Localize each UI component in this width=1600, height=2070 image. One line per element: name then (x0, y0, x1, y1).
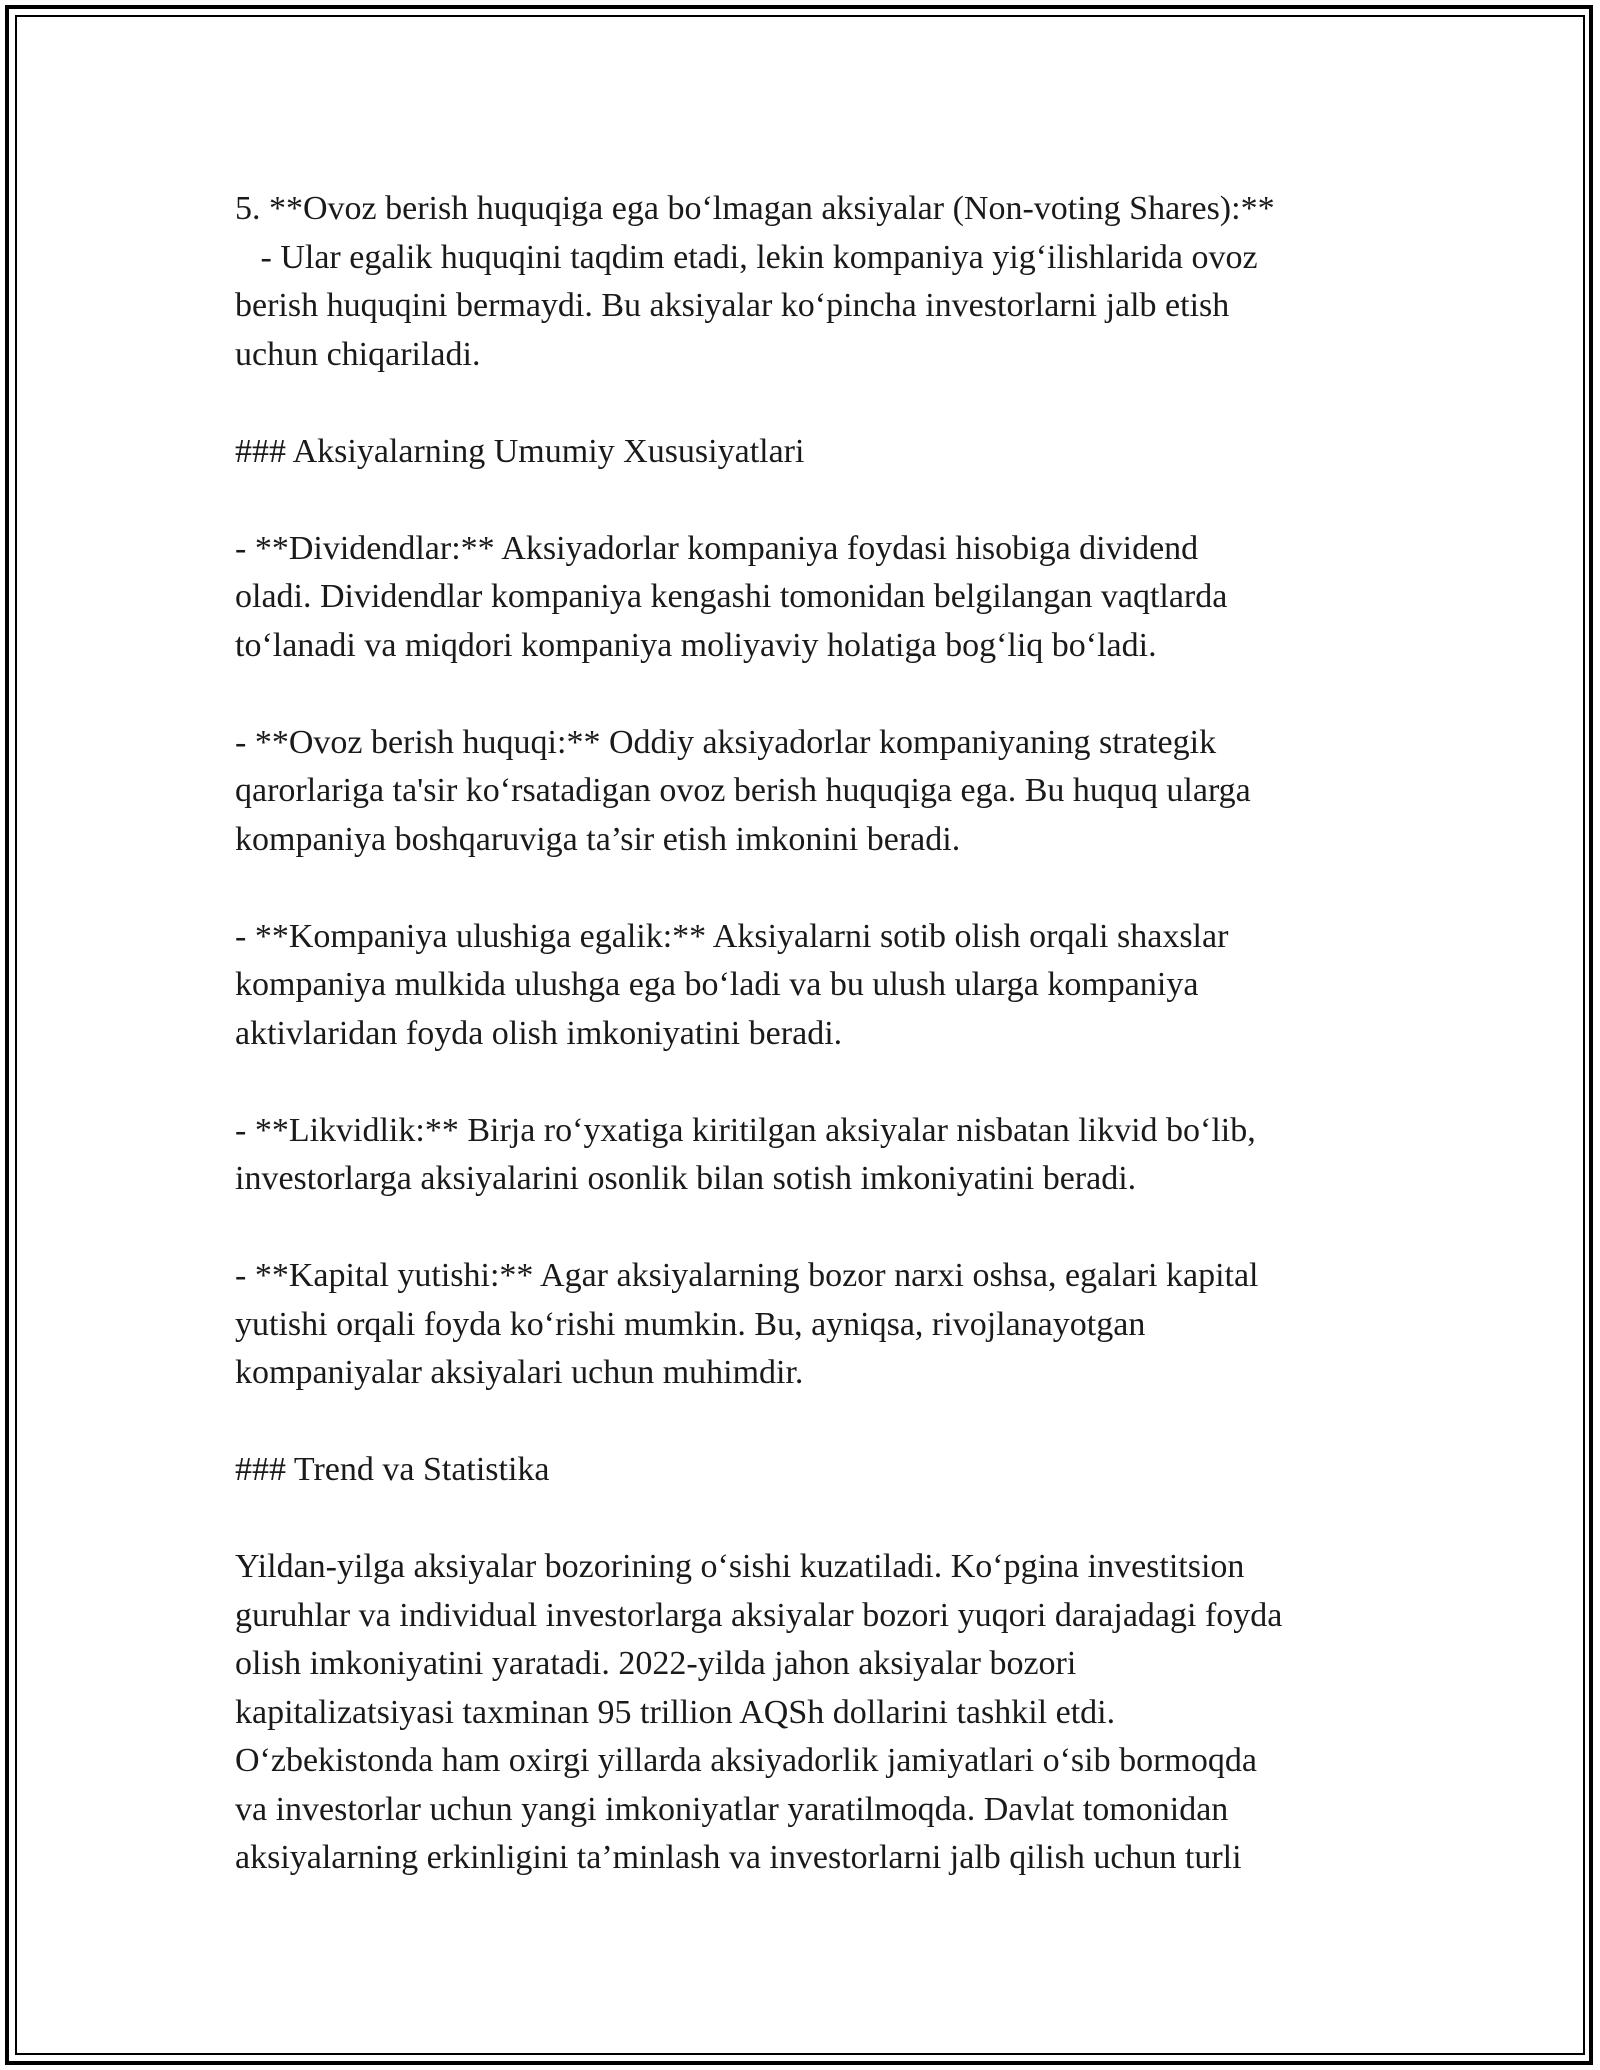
text-line: va investorlar uchun yangi imkoniyatlar yaratilmoqda. Davlat tomonidan (235, 1790, 1229, 1828)
text-line: - **Dividendlar:** Aksiyadorlar kompaniya foydasi hisobiga dividend (235, 529, 1199, 567)
text-line: kapitalizatsiyasi taxminan 95 trillion AQSh dollarini tashkil etdi. (235, 1693, 1116, 1731)
text-line: - **Ovoz berish huquqi:** Oddiy aksiyadorlar kompaniyaning strategik (235, 723, 1217, 761)
blank-line (235, 670, 1385, 719)
blank-line (235, 476, 1385, 525)
bullet-ownership-share (235, 913, 1385, 1059)
blank-line (235, 1398, 1385, 1447)
blank-line (235, 1204, 1385, 1253)
text-line: to‘lanadi va miqdori kompaniya moliyaviy holatiga bog‘liq bo‘ladi. (235, 626, 1157, 664)
bullet-liquidity (235, 1107, 1385, 1204)
heading-text: ### Trend va Statistika (235, 1451, 550, 1488)
text-line: - Ular egalik huquqini taqdim etadi, lekin kompaniya yig‘ilishlarida ovoz (235, 238, 1258, 276)
text-line: 5. **Ovoz berish huquqiga ega bo‘lmagan aksiyalar (Non-voting Shares):** (235, 190, 1275, 227)
text-line: berish huquqini bermaydi. Bu aksiyalar ko‘pincha investorlarni jalb etish (235, 287, 1230, 324)
blank-line (235, 864, 1385, 913)
text-line: investorlarga aksiyalarini osonlik bilan sotish imkoniyatini beradi. (235, 1160, 1137, 1197)
text-line: aktivlaridan foyda olish imkoniyatini beradi. (235, 1014, 843, 1052)
text-line: aksiyalarning erkinligini ta’minlash va investorlarni jalb qilish uchun turli (235, 1839, 1242, 1876)
text-line: O‘zbekistonda ham oxirgi yillarda aksiyadorlik jamiyatlari o‘sib bormoqda (235, 1742, 1257, 1779)
bullet-voting-right (235, 719, 1385, 865)
bullet-capital-gain (235, 1252, 1385, 1398)
text-line: guruhlar va individual investorlarga aksiyalar bozori yuqori darajadagi foyda (235, 1596, 1283, 1634)
text-line: - **Likvidlik:** Birja ro‘yxatiga kiritilgan aksiyalar nisbatan likvid bo‘lib, (235, 1111, 1256, 1149)
blank-line (235, 379, 1385, 428)
text-line: yutishi orqali foyda ko‘rishi mumkin. Bu, ayniqsa, rivojlanayotgan (235, 1305, 1146, 1343)
text-line: olish imkoniyatini yaratadi. 2022-yilda jahon aksiyalar bozori (235, 1645, 1077, 1682)
text-line: - **Kompaniya ulushiga egalik:** Aksiyalarni sotib olish orqali shaxslar (235, 917, 1229, 955)
item-5-non-voting-shares (235, 185, 1385, 379)
blank-line (235, 1058, 1385, 1107)
blank-line (235, 1495, 1385, 1544)
document-body (235, 185, 1385, 1883)
bullet-dividends (235, 525, 1385, 671)
text-line: oladi. Dividendlar kompaniya kengashi tomonidan belgilangan vaqtlarda (235, 578, 1228, 615)
heading-text: ### Aksiyalarning Umumiy Xususiyatlari (235, 432, 805, 470)
text-line: kompaniyalar aksiyalari uchun muhimdir. (235, 1354, 804, 1391)
text-line: kompaniya boshqaruviga ta’sir etish imkonini beradi. (235, 820, 961, 858)
text-line: Yildan-yilga aksiyalar bozorining o‘sishi kuzatiladi. Ko‘pgina investitsion (235, 1548, 1245, 1585)
text-line: - **Kapital yutishi:** Agar aksiyalarning bozor narxi oshsa, egalari kapital (235, 1257, 1259, 1294)
heading-trend-statistics (235, 1446, 1385, 1495)
text-line: kompaniya mulkida ulushga ega bo‘ladi va bu ulush ularga kompaniya (235, 966, 1199, 1003)
text-line: uchun chiqariladi. (235, 335, 481, 373)
text-line: qarorlariga ta'sir ko‘rsatadigan ovoz berish huquqiga ega. Bu huquq ularga (235, 772, 1251, 809)
paragraph-trend (235, 1543, 1385, 1883)
heading-general-features (235, 428, 1385, 477)
